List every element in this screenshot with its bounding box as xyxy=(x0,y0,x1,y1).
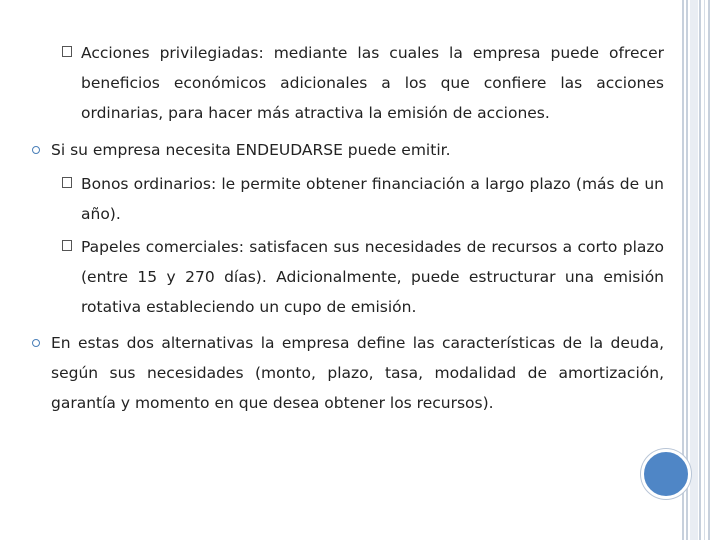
circle-bullet-icon xyxy=(32,146,40,154)
border-line xyxy=(699,0,701,540)
sub-bullet-bonos-ordinarios: Bonos ordinarios: le permite obtener financiación a largo plazo (más de un año). xyxy=(81,175,664,223)
square-bullet-icon xyxy=(62,240,72,251)
bullet-endeudarse: Si su empresa necesita ENDEUDARSE puede emitir. xyxy=(51,141,451,159)
square-bullet-icon xyxy=(62,46,72,57)
border-line xyxy=(704,0,705,540)
square-bullet-icon xyxy=(62,177,72,188)
border-line xyxy=(708,0,710,540)
border-band xyxy=(690,0,698,540)
sub-bullet-acciones-privilegiadas: Acciones privilegiadas: mediante las cuales la empresa puede ofrecer beneficios económicos adicionales a los que confiere las acciones ordinarias, para hacer más atractiva la emisión de acciones. xyxy=(81,44,664,122)
bullet-alternativas: En estas dos alternativas la empresa define las características de la deuda, según sus necesidades (monto, plazo, tasa, modalidad de amortización, garantía y momento en que desea obtener los recursos). xyxy=(51,334,664,412)
sub-bullet-papeles-comerciales: Papeles comerciales: satisfacen sus necesidades de recursos a corto plazo (entre 15 y 270 días). Adicionalmente, puede estructurar una emisión rotativa estableciendo un cupo de emisión. xyxy=(81,238,664,316)
blue-circle-ornament xyxy=(641,449,691,499)
circle-bullet-icon xyxy=(32,339,40,347)
